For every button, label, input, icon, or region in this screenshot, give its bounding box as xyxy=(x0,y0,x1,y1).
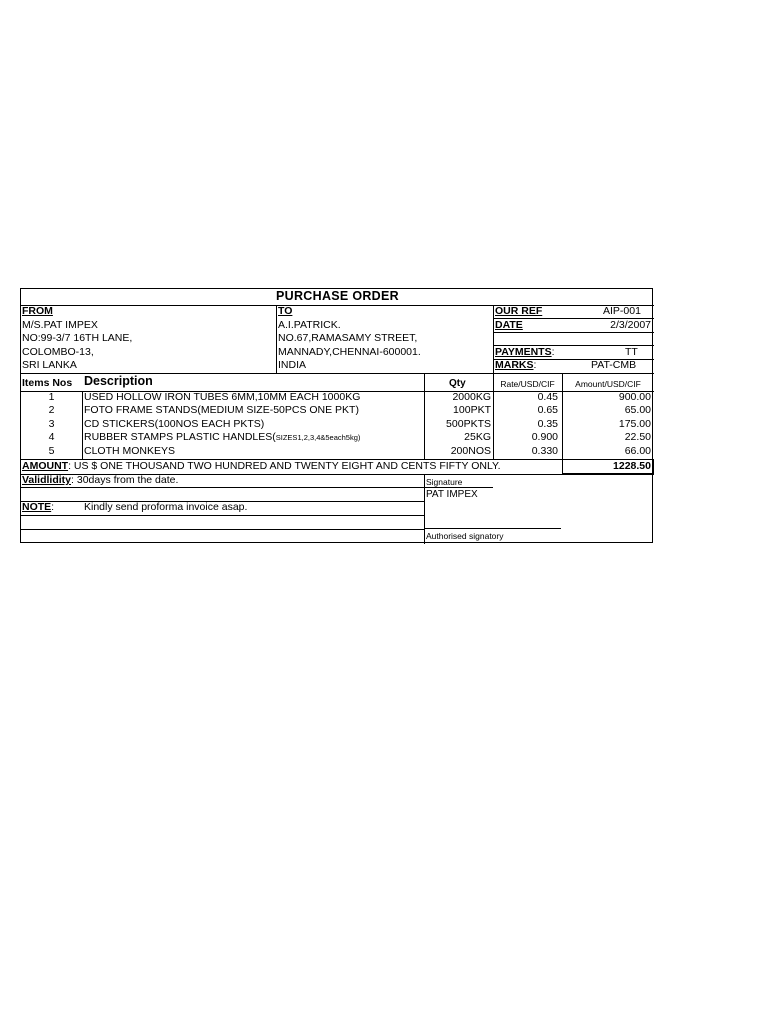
payments-label: PAYMENTS xyxy=(495,346,552,358)
row-no: 5 xyxy=(48,445,55,457)
header-items: Items Nos xyxy=(22,377,73,389)
to-line: NO.67,RAMASAMY STREET, xyxy=(278,332,418,344)
row-qty: 200NOS xyxy=(450,445,491,457)
date-label: DATE xyxy=(495,319,523,331)
row-amount: 66.00 xyxy=(624,445,651,457)
divider xyxy=(276,305,277,373)
header-qty: Qty xyxy=(449,378,466,389)
divider xyxy=(21,529,424,530)
marks-value: PAT-CMB xyxy=(591,359,637,371)
signature-company: PAT IMPEX xyxy=(426,489,478,500)
from-line: SRI LANKA xyxy=(22,359,77,371)
date-value: 2/3/2007 xyxy=(610,319,651,331)
divider xyxy=(82,391,83,459)
row-no: 1 xyxy=(48,391,55,403)
row-description: USED HOLLOW IRON TUBES 6MM,10MM EACH 1000KG xyxy=(84,391,361,403)
row-amount: 900.00 xyxy=(618,391,651,403)
our-ref-value: AIP-001 xyxy=(603,305,641,317)
divider xyxy=(21,305,654,306)
row-qty: 100PKT xyxy=(453,404,491,416)
from-line: NO:99-3/7 16TH LANE, xyxy=(22,332,133,344)
row-amount: 175.00 xyxy=(618,418,651,430)
marks-colon: : xyxy=(533,359,537,371)
row-description: FOTO FRAME STANDS(MEDIUM SIZE-50PCS ONE PKT) xyxy=(84,404,359,416)
row-no: 3 xyxy=(48,418,55,430)
note-label: NOTE xyxy=(22,501,52,513)
amount-label: AMOUNT xyxy=(22,460,69,472)
from-line: M/S.PAT IMPEX xyxy=(22,319,98,331)
validity-text: : 30days from the date. xyxy=(71,474,179,486)
total-amount: 1228.50 xyxy=(613,460,651,472)
row-amount: 22.50 xyxy=(624,431,651,443)
row-no: 4 xyxy=(48,431,55,443)
note-text: Kindly send proforma invoice asap. xyxy=(84,501,248,513)
row-no: 2 xyxy=(48,404,55,416)
row-rate: 0.330 xyxy=(531,445,558,457)
row-rate: 0.35 xyxy=(537,418,558,430)
validity-label: Validlidity xyxy=(22,474,72,486)
divider xyxy=(424,528,561,529)
signature-label: Signature xyxy=(426,477,463,487)
row-qty: 2000KG xyxy=(452,391,491,403)
row-rate: 0.45 xyxy=(537,391,558,403)
our-ref-label: OUR REF xyxy=(495,305,543,317)
authorised-signatory: Authorised signatory xyxy=(426,531,504,541)
divider xyxy=(424,474,425,544)
row-description: CLOTH MONKEYS xyxy=(84,445,176,457)
row-description: CD STICKERS(100NOS EACH PKTS) xyxy=(84,418,265,430)
from-line: COLOMBO-13, xyxy=(22,346,94,358)
payments-value: TT xyxy=(625,346,638,358)
to-line: INDIA xyxy=(278,359,307,371)
row-description: RUBBER STAMPS PLASTIC HANDLES( xyxy=(84,431,276,443)
row-qty: 500PKTS xyxy=(446,418,491,430)
to-line: MANNADY,CHENNAI-600001. xyxy=(278,346,421,358)
to-line: A.I.PATRICK. xyxy=(278,319,341,331)
page-title: PURCHASE ORDER xyxy=(276,289,399,303)
note-colon: : xyxy=(51,501,55,513)
payments-colon: : xyxy=(551,346,555,358)
divider xyxy=(493,332,654,333)
row-rate: 0.900 xyxy=(531,431,558,443)
amount-words: : US $ ONE THOUSAND TWO HUNDRED AND TWENTY EIGHT AND CENTS FIFTY ONLY. xyxy=(68,460,501,472)
purchase-order-form xyxy=(20,288,653,543)
row-description-detail: SIZES1,2,3,4&5each5kg) xyxy=(275,433,361,442)
from-label: FROM xyxy=(22,305,53,317)
header-amount: Amount/USD/CIF xyxy=(575,379,641,389)
header-description: Description xyxy=(84,374,153,388)
row-qty: 25KG xyxy=(464,431,491,443)
row-rate: 0.65 xyxy=(537,404,558,416)
to-label: TO xyxy=(278,305,293,317)
divider xyxy=(21,515,424,516)
marks-label: MARKS xyxy=(495,359,534,371)
header-rate: Rate/USD/CIF xyxy=(500,379,555,389)
row-amount: 65.00 xyxy=(624,404,651,416)
divider xyxy=(21,487,493,488)
